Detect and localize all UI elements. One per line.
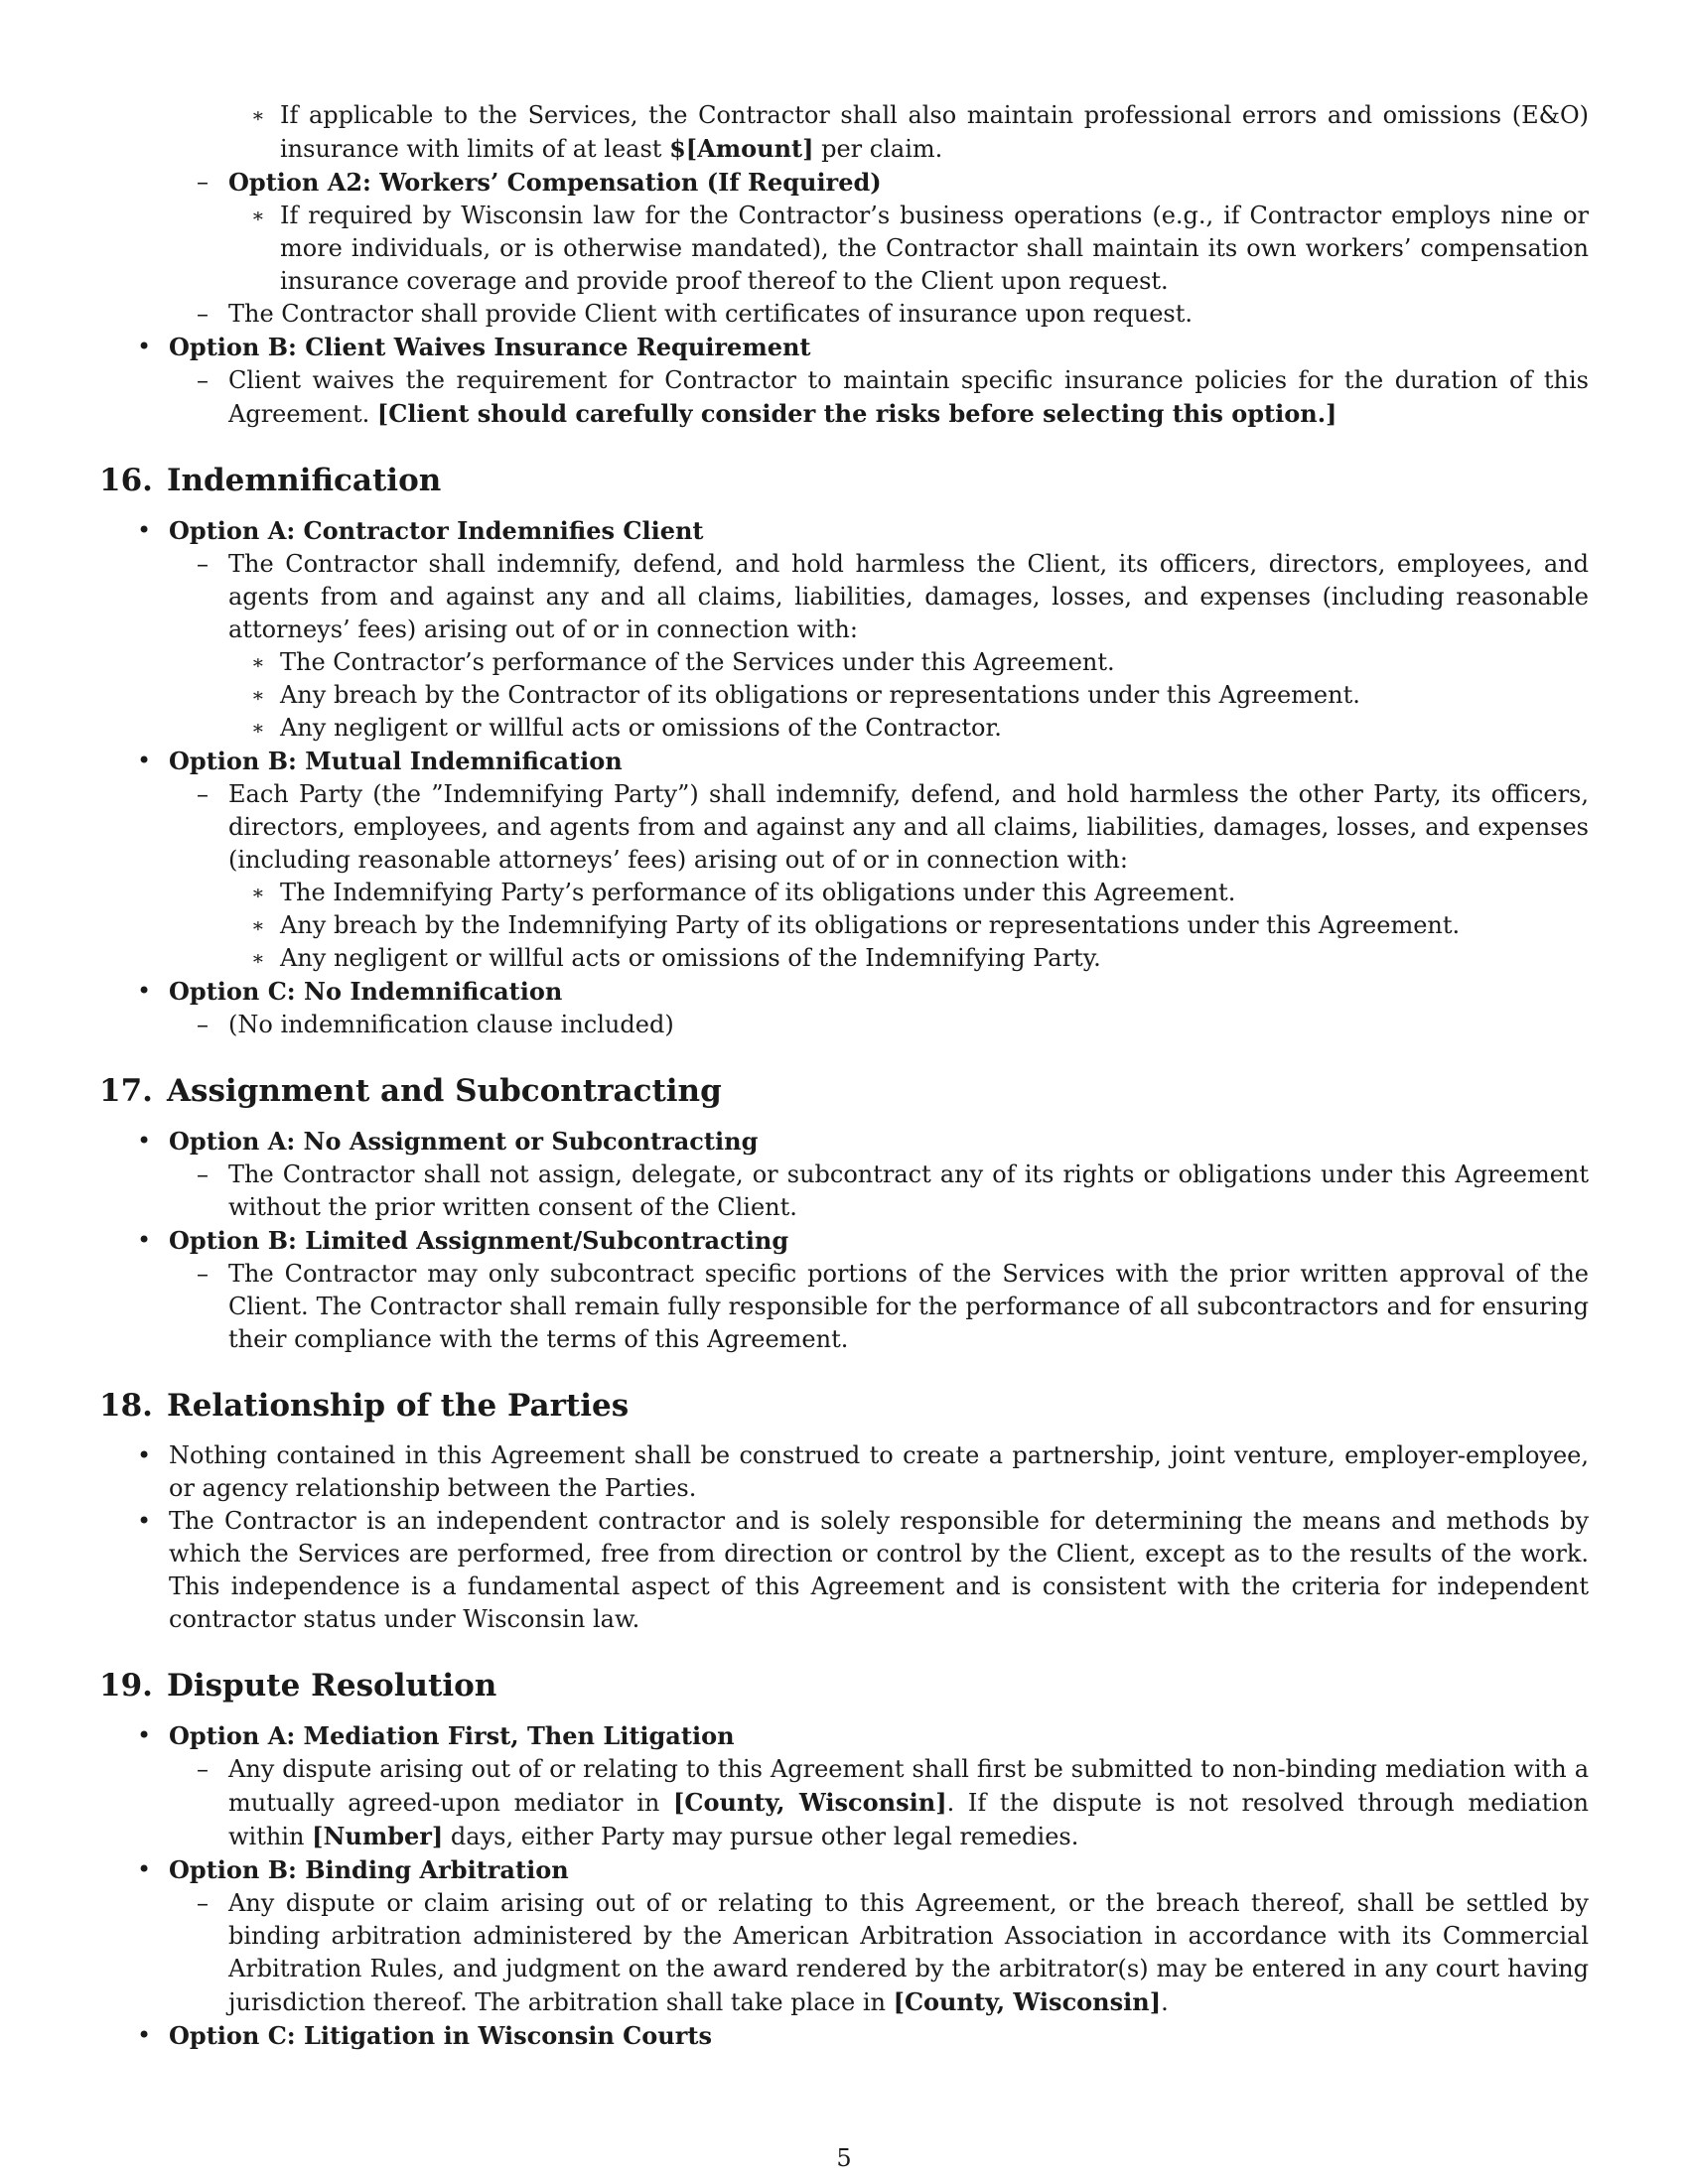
page-number: 5: [836, 2144, 852, 2172]
section-title: 18. Relationship of the Parties: [99, 1388, 630, 1424]
option-b-heading: • Option B: Mutual Indemnification: [137, 747, 623, 775]
dash-marker: –: [197, 1011, 209, 1038]
county-placeholder: [County, Wisconsin]: [893, 1987, 1162, 2016]
section-title: 19. Dispute Resolution: [99, 1668, 497, 1704]
star-marker: ∗: [251, 204, 265, 227]
bullet-marker: •: [137, 747, 152, 774]
option-a-heading: • Option A: Contractor Indemnifies Client: [137, 516, 704, 545]
bullet-marker: •: [137, 2021, 152, 2049]
county-placeholder: [County, Wisconsin]: [673, 1788, 947, 1817]
option-c-text: – (No indemnification clause included): [99, 1009, 1589, 1041]
star-marker: ∗: [251, 913, 265, 937]
dash-marker: –: [197, 1260, 209, 1288]
bullet-marker: •: [137, 1855, 152, 1883]
list-item: ∗ Any breach by the Contractor of its obligations or representations under this Agreement.: [99, 679, 1589, 712]
star-marker: ∗: [251, 716, 265, 740]
option-a-heading: • Option A: No Assignment or Subcontracting: [137, 1127, 759, 1156]
waive-item: – Client waives the requirement for Contractor to maintain specific insurance policies for the duration of this Agreement. [Client should carefully consider the risks before selecting this option.]: [197, 366, 1589, 428]
dash-marker: –: [197, 1755, 209, 1783]
list-item: ∗ Any negligent or willful acts or omissions of the Contractor.: [99, 712, 1589, 745]
option-a-text: – The Contractor shall indemnify, defend, and hold harmless the Client, its officers, directors, employees, and agents from and against any and all claims, liabilities, damages, losses, and expenses (including reasonable attorneys’ fees) arising out of or in connection with:: [197, 550, 1589, 643]
option-a2-heading: – Option A2: Workers’ Compensation (If Required): [197, 168, 882, 197]
option-b-heading: • Option B: Binding Arbitration: [137, 1855, 569, 1884]
section-insurance-continued: [99, 99, 1589, 431]
option-a-heading: • Option A: Mediation First, Then Litigation: [137, 1721, 735, 1750]
certificates-item: – The Contractor shall provide Client with certificates of insurance upon request.: [99, 298, 1589, 331]
bullet-marker: •: [137, 977, 152, 1005]
option-a-text: – Any dispute arising out of or relating to this Agreement shall first be submitted to non-binding mediation with a mutually agreed-upon mediator in [County, Wisconsin]. If the dispute is not resolved through mediation within [Number] days, either Party may pursue other legal remedies.: [197, 1755, 1589, 1850]
dash-marker: –: [197, 168, 209, 196]
list-item: ∗ The Indemnifying Party’s performance of its obligations under this Agreement.: [99, 877, 1589, 909]
section-18: [99, 1386, 1589, 1636]
amount-placeholder: $[Amount]: [669, 134, 814, 163]
option-b-waive-heading: • Option B: Client Waives Insurance Requirement: [137, 333, 811, 361]
list-item: ∗ Any breach by the Indemnifying Party of its obligations or representations under this Agreement.: [99, 909, 1589, 942]
star-marker: ∗: [251, 881, 265, 904]
section-title: 16. Indemnification: [99, 463, 442, 498]
paragraph-item: • The Contractor is an independent contractor and is solely responsible for determining the means and methods by which the Services are performed, free from direction or control by the Client, except as to the results of the work. This independence is a fundamental aspect of this Agreement and is consistent with the criteria for independent contractor status under Wisconsin law.: [137, 1507, 1589, 1633]
section-16: [99, 461, 1589, 1041]
bullet-marker: •: [137, 1226, 152, 1254]
section-19: [99, 1666, 1589, 2053]
list-item: ∗ The Contractor’s performance of the Services under this Agreement.: [99, 646, 1589, 679]
number-placeholder: [Number]: [312, 1822, 444, 1850]
option-b-text: – The Contractor may only subcontract specific portions of the Services with the prior written approval of the Client. The Contractor shall remain fully responsible for the performance of all subcontractors and for ensuring their compliance with the terms of this Agreement.: [197, 1260, 1589, 1353]
dash-marker: –: [197, 1889, 209, 1917]
bullet-marker: •: [137, 1507, 152, 1535]
section-title: 17. Assignment and Subcontracting: [99, 1073, 722, 1109]
bullet-marker: •: [137, 1721, 152, 1749]
bullet-marker: •: [137, 516, 152, 544]
dash-marker: –: [197, 780, 209, 808]
dash-marker: –: [197, 550, 209, 578]
option-c-heading: • Option C: Litigation in Wisconsin Courts: [137, 2021, 712, 2050]
dash-marker: –: [197, 300, 209, 328]
star-marker: ∗: [251, 103, 265, 127]
dash-marker: –: [197, 366, 209, 394]
star-marker: ∗: [251, 946, 265, 970]
paragraph-item: • Nothing contained in this Agreement shall be construed to create a partnership, joint venture, employer-employee, or agency relationship between the Parties.: [137, 1441, 1589, 1502]
option-b-text: – Each Party (the ”Indemnifying Party”) shall indemnify, defend, and hold harmless the other Party, its officers, directors, employees, and agents from and against any and all claims, liabilities, damages, losses, and expenses (including reasonable attorneys’ fees) arising out of or in connection with:: [197, 780, 1589, 874]
star-marker: ∗: [251, 650, 265, 674]
option-b-text: – Any dispute or claim arising out of or relating to this Agreement, or the breach thereof, shall be settled by binding arbitration administered by the American Arbitration Association in accordance with its Commercial Arbitration Rules, and judgment on the award rendered by the arbitrator(s) may be entered in any court having jurisdiction thereof. The arbitration shall take place in [County, Wisconsin].: [197, 1889, 1589, 2016]
bullet-marker: •: [137, 1441, 152, 1469]
option-a-text: – The Contractor shall not assign, delegate, or subcontract any of its rights or obligations under this Agreement without the prior written consent of the Client.: [197, 1160, 1589, 1221]
insurance-eo-item: ∗ If applicable to the Services, the Contractor shall also maintain professional errors and omissions (E&O) insurance with limits of at least $[Amount] per claim.: [251, 101, 1589, 163]
workers-comp-item: ∗ If required by Wisconsin law for the Contractor’s business operations (e.g., if Contractor employs nine or more individuals, or is otherwise mandated), the Contractor shall maintain its own workers’ compensation insurance coverage and provide proof thereof to the Client upon request.: [251, 202, 1589, 295]
star-marker: ∗: [251, 683, 265, 707]
option-c-heading: • Option C: No Indemnification: [137, 977, 563, 1006]
dash-marker: –: [197, 1160, 209, 1188]
section-17: [99, 1071, 1589, 1356]
list-item: ∗ Any negligent or willful acts or omissions of the Indemnifying Party.: [99, 942, 1589, 975]
bullet-marker: •: [137, 1127, 152, 1155]
document-page: [99, 99, 1589, 2053]
option-b-heading: • Option B: Limited Assignment/Subcontracting: [137, 1226, 789, 1255]
bullet-marker: •: [137, 333, 152, 360]
